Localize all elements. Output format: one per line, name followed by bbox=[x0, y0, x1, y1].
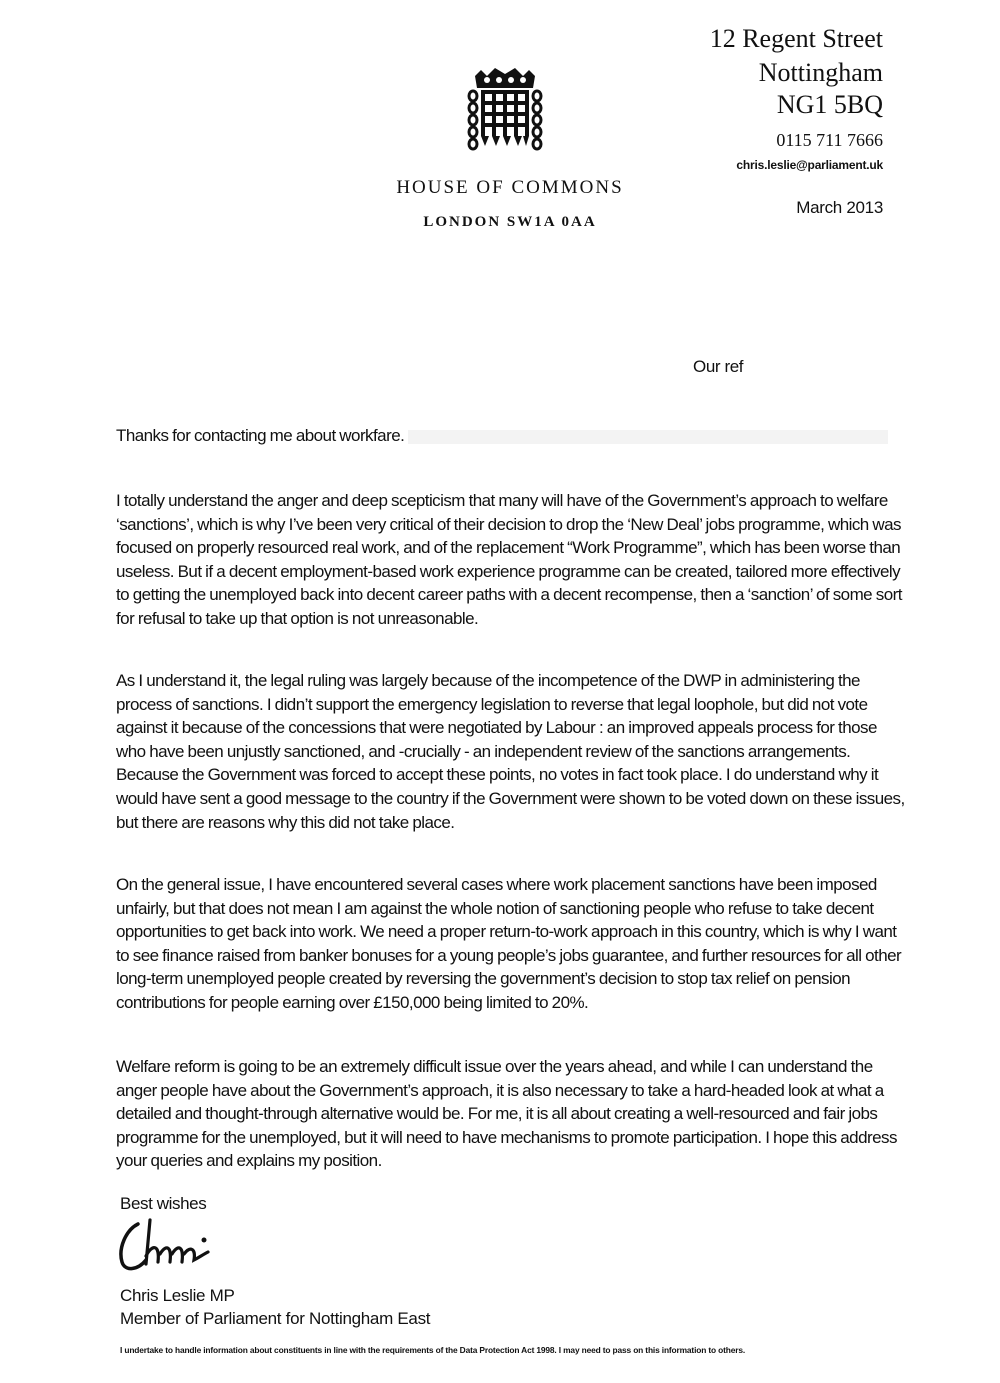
address-city: Nottingham bbox=[758, 58, 883, 87]
body-paragraph: As I understand it, the legal ruling was largely because of the incompetence of the DWP in administering the process of sanctions. I didn’t support the emergency legislation to reverse that legal loophole, but did not vote against it because of the concessions that were negotiated by Labour : an improved appeals process for those who have been unjustly sanctioned, and -crucially - an independent review of the sanctions arrangements. Because the Government was forced to accept these points, no votes in fact took place. I do understand why it would have sent a good message to the country if the Government were shown to be voted down on these issues, but there are reasons why this did not take place. bbox=[116, 671, 905, 832]
institution-address: LONDON SW1A 0AA bbox=[423, 214, 597, 230]
portcullis-crest-icon bbox=[467, 66, 543, 156]
address-email: chris.leslie@parliament.uk bbox=[736, 158, 883, 172]
signoff: Best wishes bbox=[120, 1194, 207, 1213]
handwritten-signature-icon bbox=[116, 1216, 226, 1276]
body-paragraph: Welfare reform is going to be an extremely difficult issue over the years ahead, and while I can understand the anger people have about the Government’s approach, it is also necessary to take a hard-headed look at what a detailed and thought-through alternative would be. For me, it is all about creating a well-resourced and fair jobs programme for the unemployed, but it will need to have mechanisms to promote participation. I hope this address your queries and explains my position. bbox=[116, 1057, 897, 1171]
institution-name: HOUSE OF COMMONS bbox=[396, 177, 624, 198]
our-ref-label: Our ref bbox=[693, 357, 744, 376]
intro-line bbox=[116, 424, 906, 448]
letter-date: March 2013 bbox=[796, 198, 883, 217]
intro-text: Thanks for contacting me about workfare. bbox=[116, 426, 405, 445]
signer-role: Member of Parliament for Nottingham East bbox=[120, 1309, 431, 1328]
address-phone: 0115 711 7666 bbox=[776, 130, 883, 150]
redacted-text bbox=[408, 430, 888, 444]
body-paragraph: On the general issue, I have encountered several cases where work placement sanctions have been imposed unfairly, but that does not mean I am against the whole notion of sanctioning people who refuse to take decent opportunities to get back into work. We need a proper return-to-work approach in this country, which is why I want to see finance raised from banker bonuses for a young people’s jobs guarantee, and further resources for all other long-term unemployed people created by reversing the government’s decision to stop tax relief on pension contributions for people earning over £150,000 being limited to 20%. bbox=[116, 875, 902, 1012]
address-postcode: NG1 5BQ bbox=[776, 90, 883, 119]
signer-name: Chris Leslie MP bbox=[120, 1286, 235, 1305]
data-protection-notice: I undertake to handle information about constituents in line with the requirements of the Data Protection Act 1998. I may need to pass on this information to others. bbox=[120, 1345, 746, 1355]
body-paragraph: I totally understand the anger and deep scepticism that many will have of the Government’s approach to welfare ‘sanctions’, which is why I’ve been very critical of their decision to drop the ‘New Deal’ jobs programme, which was focused on properly resourced real work, and of the replacement “Work Programme”, which has been worse than useless. But if a decent employment-based work experience programme can be created, tailored more effectively to getting the unemployed back into decent career paths with a decent recompense, then a ‘sanction’ of some sort for refusal to take up that option is not unreasonable. bbox=[116, 491, 902, 628]
address-street: 12 Regent Street bbox=[709, 24, 883, 53]
